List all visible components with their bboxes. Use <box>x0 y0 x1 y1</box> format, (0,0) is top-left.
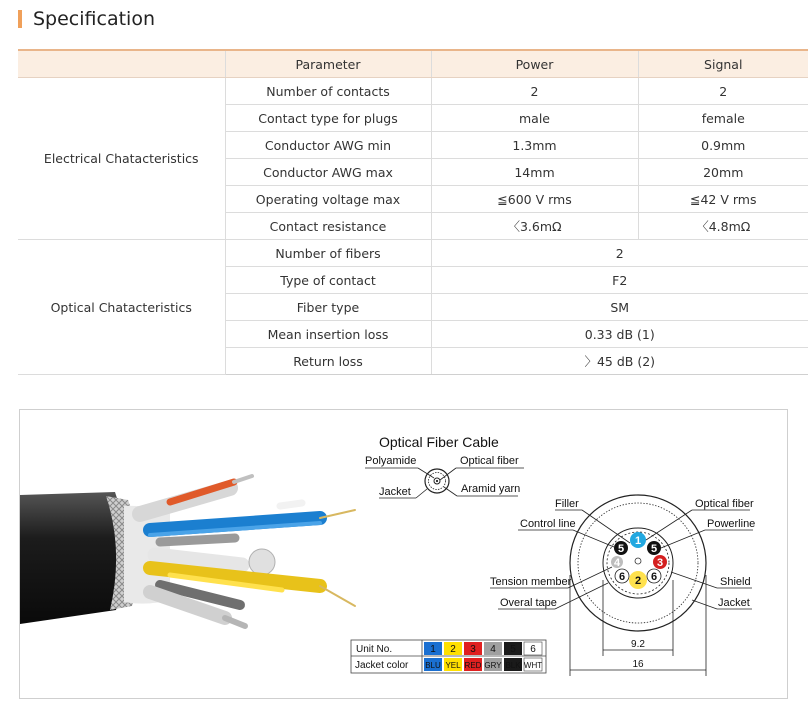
param-cell: Number of contacts <box>225 78 431 105</box>
page-title: Specification <box>33 8 155 30</box>
signal-cell: 〈4.8mΩ <box>638 213 808 240</box>
unit-number: 1 <box>430 644 436 655</box>
signal-cell: 0.9mm <box>638 132 808 159</box>
label-aramid-yarn: Aramid yarn <box>461 483 521 495</box>
header-signal: Signal <box>638 50 808 78</box>
core-number: 6 <box>650 571 658 583</box>
core-number: 6 <box>618 571 626 583</box>
jacket-color-legend <box>351 640 546 673</box>
unit-number: 3 <box>470 644 476 655</box>
param-cell: Return loss <box>225 348 431 375</box>
value-cell: 〉45 dB (2) <box>431 348 808 375</box>
unit-number: 6 <box>530 644 536 655</box>
heading-accent-bar <box>18 10 22 28</box>
value-cell: 0.33 dB (1) <box>431 321 808 348</box>
section-heading <box>18 7 155 31</box>
core-number: 1 <box>634 535 642 547</box>
param-cell: Conductor AWG max <box>225 159 431 186</box>
param-cell: Type of contact <box>225 267 431 294</box>
cable-photo <box>20 476 355 626</box>
dimension-inner: 9.2 <box>631 639 645 650</box>
label-control-line: Control line <box>520 518 576 530</box>
power-cell: 1.3mm <box>431 132 638 159</box>
unit-number: 4 <box>490 644 496 655</box>
legend-unit-label: Unit No. <box>356 644 393 655</box>
label-jacket: Jacket <box>379 486 411 498</box>
signal-cell: 20mm <box>638 159 808 186</box>
header-blank-cell <box>18 50 225 78</box>
param-cell: Number of fibers <box>225 240 431 267</box>
value-cell: SM <box>431 294 808 321</box>
param-cell: Mean insertion loss <box>225 321 431 348</box>
core-number: 3 <box>656 557 664 569</box>
cable-figure <box>19 409 788 699</box>
value-cell: F2 <box>431 267 808 294</box>
core-number: 4 <box>613 557 621 569</box>
table-row <box>18 240 808 267</box>
unit-number: 5 <box>510 644 516 655</box>
unit-color-code: BLK <box>505 661 521 670</box>
param-cell: Contact type for plugs <box>225 105 431 132</box>
label-overal-tape: Overal tape <box>500 597 557 609</box>
legend-color-label: Jacket color <box>355 660 409 671</box>
label-optical-fiber-right: Optical fiber <box>695 498 754 510</box>
param-cell: Conductor AWG min <box>225 132 431 159</box>
label-optical-fiber: Optical fiber <box>460 455 519 467</box>
header-power: Power <box>431 50 638 78</box>
label-jacket-right: Jacket <box>718 597 750 609</box>
unit-color-code: RED <box>464 661 482 670</box>
label-powerline: Powerline <box>707 518 756 530</box>
core-number: 2 <box>634 575 642 587</box>
unit-number: 2 <box>450 644 456 655</box>
cable-diagram <box>20 410 787 698</box>
optical-fiber-diagram <box>365 434 524 498</box>
param-cell: Operating voltage max <box>225 186 431 213</box>
table-header-row <box>18 50 808 78</box>
param-cell: Fiber type <box>225 294 431 321</box>
core-number: 5 <box>650 543 658 555</box>
unit-color-code: WHT <box>523 661 543 670</box>
category-electrical: Electrical Chatacteristics <box>18 78 225 240</box>
power-cell: 2 <box>431 78 638 105</box>
core-number: 5 <box>617 543 625 555</box>
unit-color-code: GRY <box>484 661 502 670</box>
signal-cell: 2 <box>638 78 808 105</box>
category-optical: Optical Chatacteristics <box>18 240 225 375</box>
label-tension-member: Tension member <box>490 576 572 588</box>
table-row <box>18 78 808 105</box>
label-polyamide: Polyamide <box>365 455 417 467</box>
label-shield: Shield <box>720 576 751 588</box>
power-cell: 〈3.6mΩ <box>431 213 638 240</box>
label-filler: Filler <box>555 498 579 510</box>
power-cell: 14mm <box>431 159 638 186</box>
unit-color-code: BLU <box>425 661 441 670</box>
specification-table <box>18 49 808 375</box>
param-cell: Contact resistance <box>225 213 431 240</box>
signal-cell: female <box>638 105 808 132</box>
fiber-title: Optical Fiber Cable <box>379 434 499 450</box>
dimension-outer: 16 <box>632 659 644 670</box>
header-parameter: Parameter <box>225 50 431 78</box>
unit-color-code: YEL <box>445 661 461 670</box>
power-cell: ≦600 V rms <box>431 186 638 213</box>
power-cell: male <box>431 105 638 132</box>
signal-cell: ≦42 V rms <box>638 186 808 213</box>
value-cell: 2 <box>431 240 808 267</box>
